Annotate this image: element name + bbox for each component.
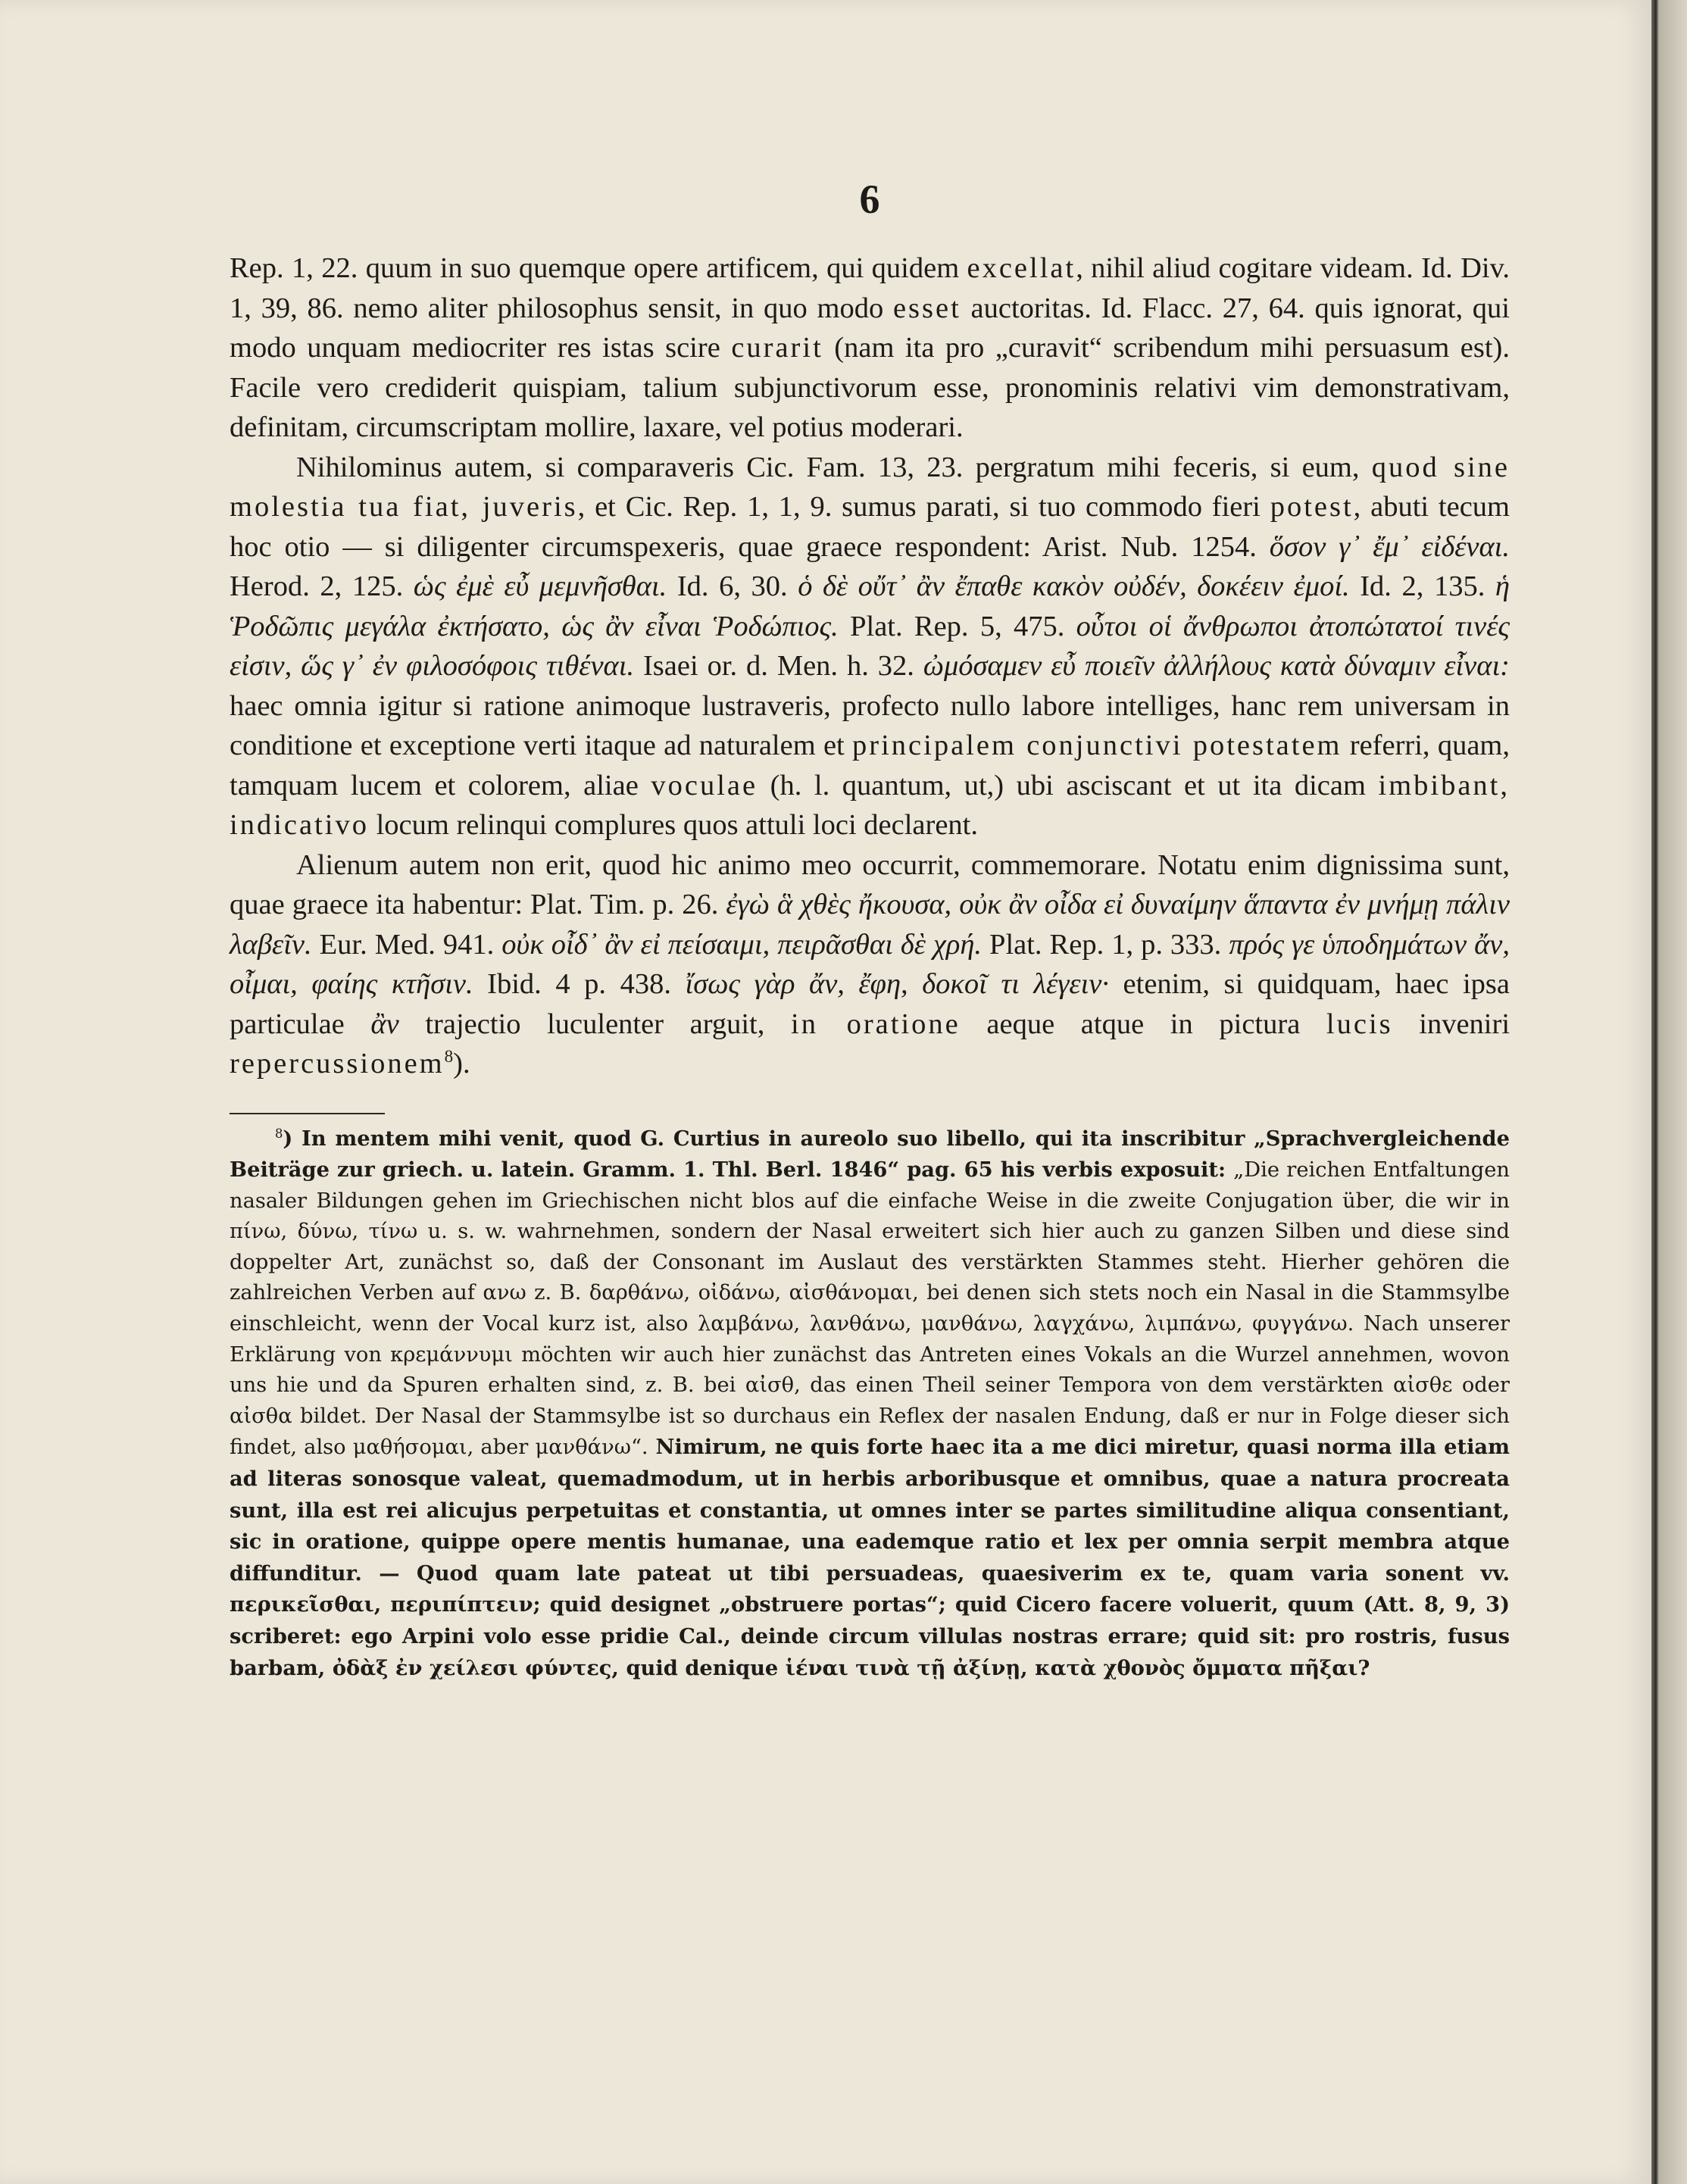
greek-quote: πρός γε ὑποδημάτων ἄν, οἶμαι, φαίης κτῆσιν. bbox=[230, 928, 1510, 1000]
text-run: Plat. Rep. 5, 475. bbox=[838, 610, 1076, 642]
text-run: , abuti tecum hoc otio — si diligenter circumspexeris, quae graece respondent: Arist. Nub. 1254. bbox=[230, 491, 1510, 563]
paragraph bbox=[230, 248, 1510, 448]
text-run: Nihilominus autem, si comparaveris Cic. Fam. 13, 23. pergratum mihi feceris, si eum, bbox=[296, 451, 1372, 483]
book-gutter bbox=[1651, 0, 1687, 2184]
text-run: Eur. Med. 941. bbox=[311, 928, 502, 961]
paragraph bbox=[230, 448, 1510, 845]
footnote-reference[interactable]: 8 bbox=[444, 1046, 454, 1067]
page-content bbox=[230, 173, 1510, 1684]
spaced-text: voculae bbox=[651, 769, 758, 801]
footnote bbox=[230, 1123, 1510, 1685]
spaced-text: in oratione bbox=[791, 1008, 961, 1040]
spaced-text: imbibant, indicativo bbox=[230, 769, 1510, 841]
text-run: Id. 6, 30. bbox=[667, 570, 798, 602]
text-run: referri, quam, tamquam lucem et colorem, aliae bbox=[230, 730, 1510, 801]
paragraph bbox=[230, 845, 1510, 1084]
spaced-text: principalem conjunctivi potestatem bbox=[852, 730, 1342, 761]
text-run: etenim, si quidquam, haec ipsa particulae bbox=[230, 968, 1510, 1040]
text-run: Alienum autem non erit, quod hic animo meo occurrit, commemorare. Notatu enim dignissima sunt, quae graece ita habentur: Plat. Tim. p. 26. bbox=[230, 848, 1510, 920]
greek-quote: ὡς ἐμὲ εὖ μεμνῆσθαι. bbox=[413, 570, 667, 602]
spaced-text: potest bbox=[1270, 491, 1354, 523]
text-run: , nihil aliud cogitare videam. Id. Div. 1, 39, 86. nemo aliter philosophus sensit, in quo modo bbox=[230, 252, 1510, 324]
body-text bbox=[230, 248, 1510, 1084]
footnote-marker: 8 bbox=[275, 1126, 283, 1141]
text-run: locum relinqui complures quos attuli loci declarent. bbox=[368, 809, 978, 841]
spaced-text: esset bbox=[892, 292, 961, 324]
text-run: Id. 2, 135. bbox=[1349, 570, 1495, 602]
spaced-text: lucis bbox=[1326, 1008, 1393, 1040]
text-run: , et Cic. Rep. 1, 1, 9. sumus parati, si tuo commodo fieri bbox=[577, 491, 1270, 523]
greek-quote: ὅσον γ᾽ ἔμ᾽ εἰδέναι. bbox=[1269, 530, 1510, 563]
greek-quote: ἐγὼ ἃ χθὲς ἤκουσα, οὐκ ἂν οἶδα εἰ δυναίμην ἅπαντα ἐν μνήμῃ πάλιν λαβεῖν. bbox=[230, 889, 1510, 961]
text-run: inveniri bbox=[1392, 1008, 1510, 1040]
text-run: Plat. Rep. 1, p. 333. bbox=[982, 928, 1229, 961]
text-run: ). bbox=[453, 1048, 470, 1080]
greek-quote: οὐκ οἶδ᾽ ἂν εἰ πείσαιμι, πειρᾶσθαι δὲ χρή. bbox=[501, 928, 983, 961]
text-run: Herod. 2, 125. bbox=[230, 570, 414, 602]
spaced-text: quod sine molestia tua fiat, juveris bbox=[230, 451, 1510, 523]
spaced-text: repercussionem bbox=[230, 1048, 445, 1080]
footnote-text: ) In mentem mihi venit, quod G. Curtius in aureolo suo libello, qui ita inscribitur „Sprachvergleichende Beiträge zur griech. u. latein. Gramm. 1. Thl. Berl. 1846“ pag. 65 his verbis exposuit: bbox=[230, 1126, 1510, 1183]
greek-quote: ὠμόσαμεν εὖ ποιεῖν ἀλλήλους κατὰ δύναμιν εἶναι: bbox=[923, 650, 1510, 682]
text-run: Ibid. 4 p. 438. bbox=[473, 968, 686, 1000]
greek-quote: ἴσως γὰρ ἄν, ἔφη, δοκοῖ τι λέγειν· bbox=[685, 968, 1109, 1000]
greek-quote: οὗτοι οἱ ἄνθρωποι ἀτοπώτατοί τινές εἰσιν, ὥς γ᾽ ἐν φιλοσόφοις τιθέναι. bbox=[230, 610, 1510, 682]
greek-quote: ὁ δὲ οὔτ᾽ ἂν ἔπαθε κακὸν οὐδέν, δοκέειν ἐμοί. bbox=[798, 570, 1350, 602]
greek-quote: ἡ Ῥοδῶπις μεγάλα ἐκτήσατο, ὡς ἂν εἶναι Ῥοδώπιος. bbox=[230, 570, 1510, 642]
text-run: trajectio luculenter arguit, bbox=[398, 1008, 792, 1040]
greek-quote: ἂν bbox=[370, 1008, 399, 1040]
spaced-text: curarit bbox=[731, 332, 823, 364]
text-run: (h. l. quantum, ut,) ubi asciscant et ut ita dicam bbox=[758, 769, 1379, 801]
text-run: aeque atque in pictura bbox=[960, 1008, 1326, 1040]
footnote-quotation: „Die reichen Entfaltungen nasaler Bildungen gehen im Griechischen nicht blos auf die einfache Weise in die zweite Conjugation über, die wir in πίνω, δύνω, τίνω u. s. w. wahrnehmen, sondern der Nasal erweitert sich hier auch zu ganzen Silben und diese sind doppelter Art, zunächst so, daß der Consonant im Auslaut des verstärkten Stammes steht. Hierher gehören die zahlreichen Verben auf ανω z. B. δαρθάνω, οἰδάνω, αἰσθάνομαι, bei denen sich stets noch ein Nasal in die Stammsylbe einschleicht, wenn der Vocal kurz ist, also λαμβάνω, λανθάνω, μανθάνω, λαγχάνω, λιμπάνω, φυγγάνω. Nach unserer Erklärung von κρεμάννυμι möchten wir auch hier zunächst das Antreten eines Vokals an die Wurzel annehmen, wovon uns hie und da Spuren erhalten sind, z. B. bei αἰσθ, das einen Theil seiner Tempora von dem verstärkten αἰσθε oder αἰσθα bildet. Der Nasal der Stammsylbe ist so durchaus ein Reflex der nasalen Endung, daß er nur in Folge dieser sich findet, also μαθήσομαι, aber μανθάνω“. bbox=[230, 1158, 1510, 1460]
footnote-text: Nimirum, ne quis forte haec ita a me dici miretur, quasi norma illa etiam ad literas sonosque valeat, quemadmodum, ut in herbis arboribusque et omnibus, quae a natura procreata sunt, illa est rei alicujus perpetuitas et constantia, ut omnes inter se partes similitudine aliqua consentiant, sic in oratione, quippe opere mentis humanae, una eademque ratio et lex per omnia serpit membra atque diffunditur. — Quod quam late pateat ut tibi persuadeas, quaesiverim ex te, quam varia sonent vv. περικεῖσθαι, περιπίπτειν; quid designet „obstruere portas“; quid Cicero facere voluerit, quum (Att. 8, 9, 3) scriberet: ego Arpini volo esse pridie Cal., deinde circum villulas nostras errare; quid sit: pro rostris, fusus barbam, ὀδὰξ ἐν χείλεσι φύντες, quid denique ἱέναι τινὰ τῇ ἀξίνῃ, κατὰ χθονὸς ὄμματα πῆξαι? bbox=[230, 1435, 1510, 1680]
spaced-text: excellat bbox=[967, 252, 1076, 284]
footnote-divider bbox=[230, 1113, 385, 1114]
text-run: haec omnia igitur si ratione animoque lustraveris, profecto nullo labore intelliges, hanc rem universam in conditione et exceptione verti itaque ad naturalem et bbox=[230, 689, 1510, 761]
text-run: Isaei or. d. Men. h. 32. bbox=[634, 650, 923, 682]
text-run: (nam ita pro „curavit“ scribendum mihi persuasum est). Facile vero crediderit quispiam, talium subjunctivorum esse, pronominis relativi vim demonstrativam, definitam, circumscriptam mollire, laxare, vel potius moderari. bbox=[230, 332, 1510, 443]
page-number: 6 bbox=[859, 177, 880, 222]
text-run: auctoritas. Id. Flacc. 27, 64. quis ignorat, qui modo unquam mediocriter res istas scire bbox=[230, 292, 1510, 364]
text-run: Rep. 1, 22. quum in suo quemque opere artificem, qui quidem bbox=[230, 252, 967, 284]
